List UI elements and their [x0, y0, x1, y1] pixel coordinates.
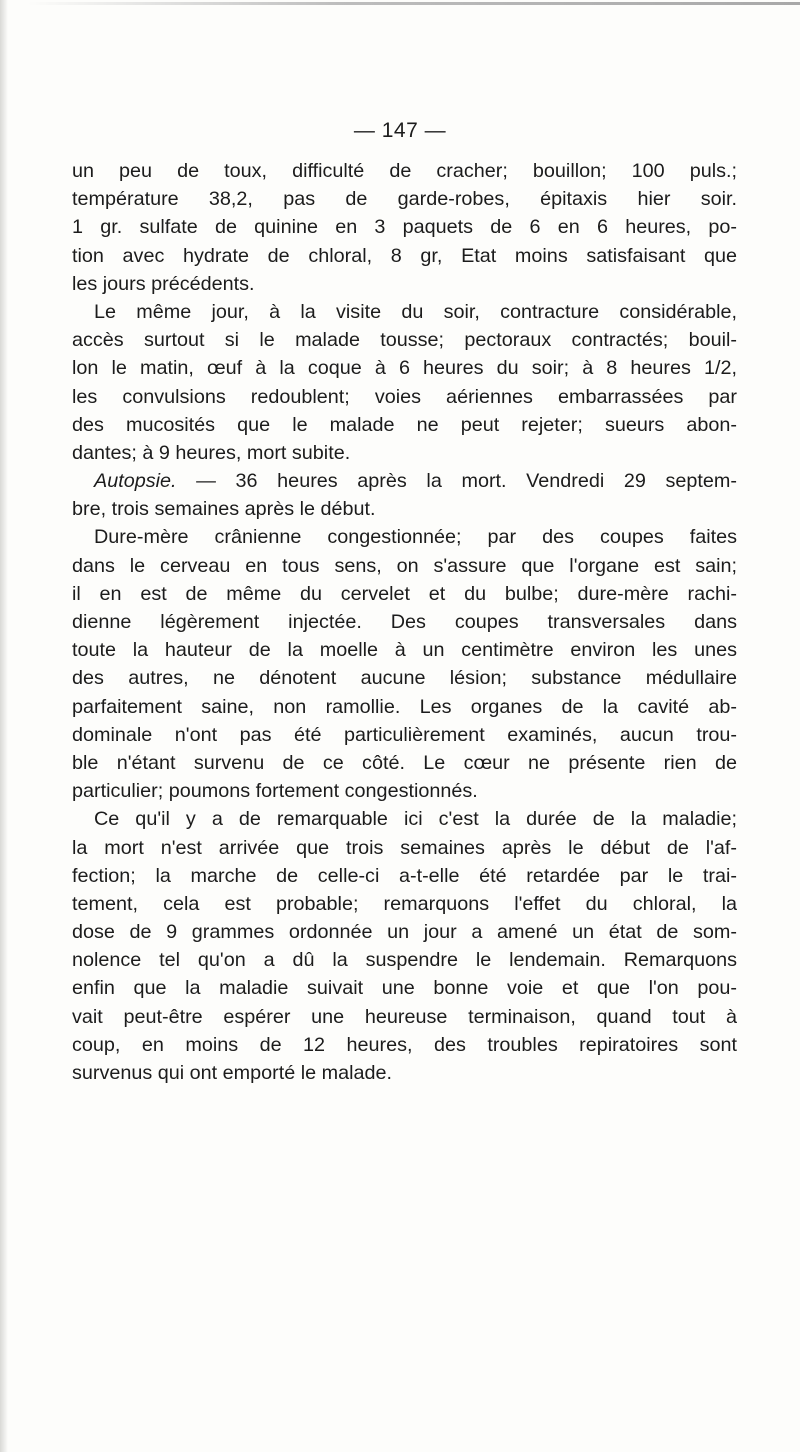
autopsie-label: Autopsie.: [94, 470, 177, 493]
text-line: coup, en moins de 12 heures, des troubles repiratoires sont: [72, 1033, 737, 1056]
text-line: des mucosités que le malade ne peut rejeter; sueurs abon-: [72, 413, 737, 436]
text-line: dantes; à 9 heures, mort subite.: [72, 441, 351, 464]
text-line: les jours précédents.: [72, 272, 255, 295]
text-line: des autres, ne dénotent aucune lésion; substance médullaire: [72, 667, 737, 690]
text-line: il en est de même du cervelet et du bulbe; dure-mère rachi-: [72, 582, 737, 605]
text-line: particulier; poumons fortement congestionnés.: [72, 780, 478, 803]
text-line: ble n'étant survenu de ce côté. Le cœur ne présente rien de: [72, 751, 737, 774]
text-line: Ce qu'il y a de remarquable ici c'est la durée de la maladie;: [94, 808, 737, 831]
text-line: tion avec hydrate de chloral, 8 gr, Etat moins satisfaisant que: [72, 244, 737, 267]
text-line: Le même jour, à la visite du soir, contracture considérable,: [94, 300, 737, 323]
text-line: accès surtout si le malade tousse; pectoraux contractés; bouil-: [72, 329, 737, 352]
text-line: 1 gr. sulfate de quinine en 3 paquets de 6 en 6 heures, po-: [72, 216, 737, 239]
text-line: dienne légèrement injectée. Des coupes transversales dans: [72, 611, 737, 633]
text-line: la mort n'est arrivée que trois semaines après le début de l'af-: [72, 836, 737, 859]
text-line: tement, cela est probable; remarquons l'effet du chloral, la: [72, 892, 737, 915]
text-line: vait peut-être espérer une heureuse terminaison, quand tout à: [72, 1005, 737, 1028]
text-line: toute la hauteur de la moelle à un centimètre environ les unes: [72, 639, 737, 662]
text-line: survenus qui ont emporté le malade.: [72, 1062, 392, 1084]
text-line: lon le matin, œuf à la coque à 6 heures du soir; à 8 heures 1/2,: [72, 357, 737, 380]
text-line: dose de 9 grammes ordonnée un jour a amené un état de som-: [72, 921, 737, 944]
text-line: dans le cerveau en tous sens, on s'assure que l'organe est sain;: [72, 554, 737, 577]
text-line: parfaitement saine, non ramollie. Les organes de la cavité ab-: [72, 695, 737, 718]
body-text: [72, 157, 737, 1087]
text-line: fection; la marche de celle-ci a-t-elle été retardée par le trai-: [72, 864, 737, 887]
page-number-header: — 147 —: [353, 119, 447, 142]
text-line: les convulsions redoublent; voies aériennes embarrassées par: [72, 385, 737, 408]
text-line: nolence tel qu'on a dû la suspendre le lendemain. Remarquons: [72, 949, 737, 972]
text-line: Dure-mère crânienne congestionnée; par des coupes faites: [94, 526, 737, 549]
text-line-autopsie: [72, 467, 737, 495]
text-line: enfin que la maladie suivait une bonne voie et que l'on pou-: [72, 977, 737, 1000]
text-line: bre, trois semaines après le début.: [72, 498, 376, 521]
page-binding-shadow: [0, 0, 8, 1452]
text-line: température 38,2, pas de garde-robes, épitaxis hier soir.: [72, 188, 737, 211]
text-line: dominale n'ont pas été particulièrement examinés, aucun trou-: [72, 723, 737, 746]
text-line: un peu de toux, difficulté de cracher; bouillon; 100 puls.;: [72, 160, 737, 182]
top-edge-rule: [28, 2, 800, 5]
autopsie-text: — 36 heures après la mort. Vendredi 29 septem-: [196, 470, 737, 493]
